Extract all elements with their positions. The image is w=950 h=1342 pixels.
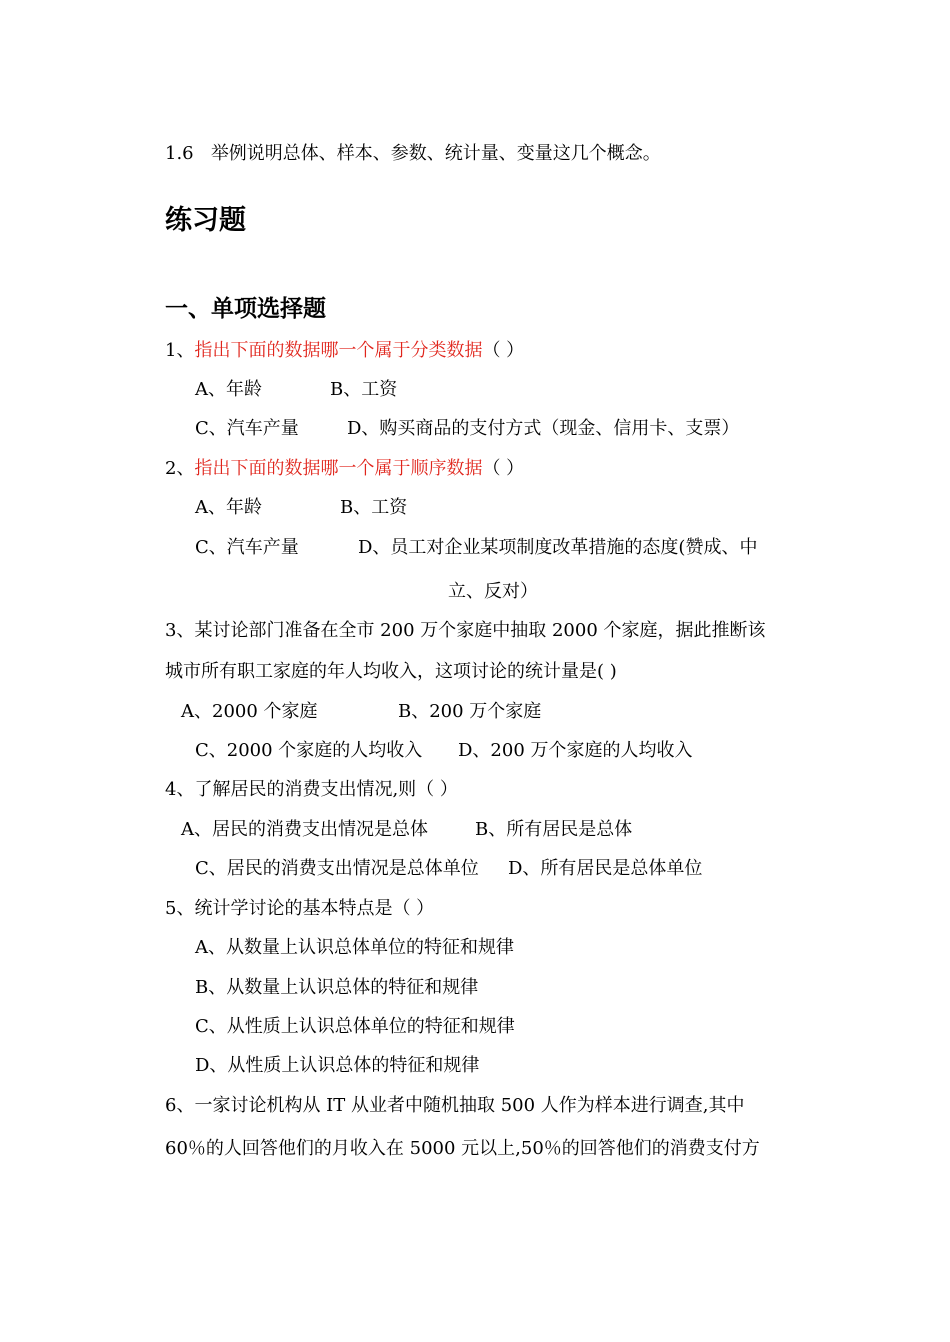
question-1-stem: 指出下面的数据哪一个属于分类数据 — [194, 340, 483, 361]
q1-option-b: B、工资 — [330, 379, 398, 400]
q3-option-a: A、2000 个家庭 — [181, 701, 318, 722]
q4-option-b: B、所有居民是总体 — [475, 819, 633, 840]
question-4: 4、了解居民的消费支出情况,则（ ） — [165, 779, 458, 800]
q3-option-d: D、200 万个家庭的人均收入 — [458, 740, 693, 761]
q1-option-c: C、汽车产量 — [195, 418, 299, 439]
q4-option-d: D、所有居民是总体单位 — [508, 858, 703, 879]
q3-option-c: C、2000 个家庭的人均收入 — [195, 740, 423, 761]
question-6-line-2: 60％的人回答他们的月收入在 5000 元以上,50％的回答他们的消费支付方 — [165, 1138, 760, 1159]
exercises-heading: 练习题 — [165, 205, 246, 236]
q5-option-a: A、从数量上认识总体单位的特征和规律 — [195, 937, 514, 958]
intro-number: 1.6 — [165, 143, 194, 164]
question-3-line-1: 3、某讨论部门准备在全市 200 万个家庭中抽取 2000 个家庭，据此推断该 — [165, 620, 766, 641]
question-6-line-1: 6、一家讨论机构从 IT 从业者中随机抽取 500 人作为样本进行调查,其中 — [165, 1095, 745, 1116]
q5-option-d: D、从性质上认识总体的特征和规律 — [195, 1055, 480, 1076]
q4-option-c: C、居民的消费支出情况是总体单位 — [195, 858, 479, 879]
question-3-line-2: 城市所有职工家庭的年人均收入，这项讨论的统计量是( ) — [165, 661, 617, 682]
question-1-number: 1、 — [165, 340, 195, 361]
question-1-paren: （ ） — [482, 340, 525, 361]
q2-option-b: B、工资 — [340, 497, 408, 518]
question-5: 5、统计学讨论的基本特点是（ ） — [165, 898, 435, 919]
q5-option-c: C、从性质上认识总体单位的特征和规律 — [195, 1016, 515, 1037]
q2-option-d: D、员工对企业某项制度改革措施的态度(赞成、中 — [358, 537, 758, 558]
q2-option-c: C、汽车产量 — [195, 537, 299, 558]
intro-question — [165, 143, 661, 165]
question-2-paren: （ ） — [482, 458, 525, 479]
q2-option-a: A、年龄 — [195, 497, 262, 518]
q2-option-d-continued: 立、反对） — [448, 581, 538, 602]
question-2 — [165, 458, 524, 480]
q4-option-a: A、居民的消费支出情况是总体 — [181, 819, 428, 840]
question-2-number: 2、 — [165, 458, 195, 479]
intro-text: 举例说明总体、样本、参数、统计量、变量这几个概念。 — [210, 143, 661, 164]
q3-option-b: B、200 万个家庭 — [398, 701, 542, 722]
question-1 — [165, 340, 524, 362]
question-2-stem: 指出下面的数据哪一个属于顺序数据 — [194, 458, 483, 479]
q1-option-a: A、年龄 — [195, 379, 262, 400]
q1-option-d: D、购买商品的支付方式（现金、信用卡、支票） — [347, 418, 740, 439]
section-heading: 一、单项选择题 — [165, 296, 326, 322]
q5-option-b: B、从数量上认识总体的特征和规律 — [195, 977, 479, 998]
